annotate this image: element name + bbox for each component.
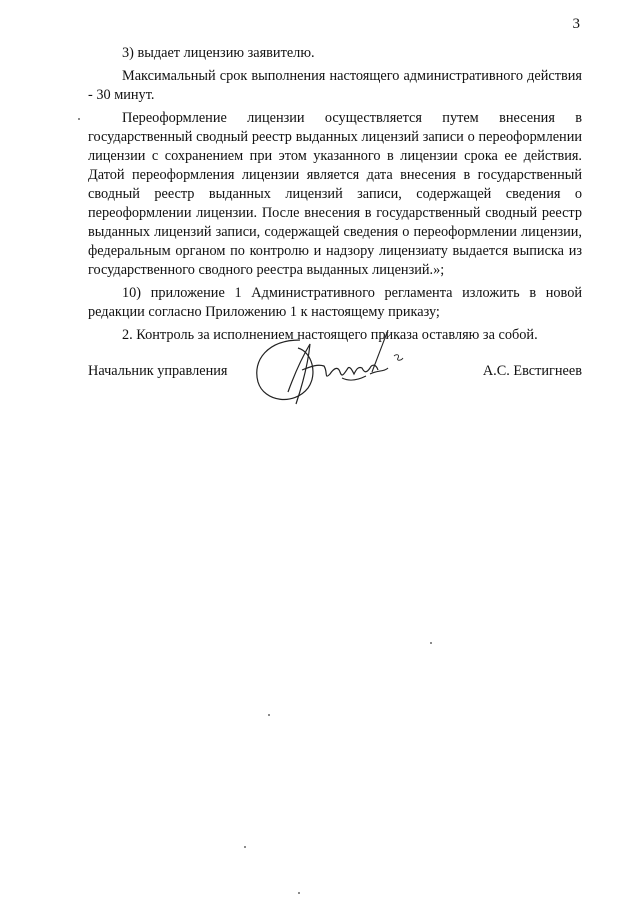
- document-body: [88, 44, 582, 349]
- scan-speck: [78, 118, 80, 120]
- scan-speck: [298, 892, 300, 894]
- page-number: 3: [572, 16, 580, 32]
- paragraph-reissue-procedure: Переоформление лицензии осуществляется путем внесения в государственный сводный реестр выданных лицензий записи о переоформлении лицензии с сохранением при этом указанного в лицензии срока ее действия. Датой переоформления лицензии является дата внесения в государственный сводный реестр выданных лицензий записи, содержащей сведения о переоформлении лицензии. После внесения в государственный сводный реестр выданных лицензий записи, содержащей сведения о переоформлении лицензии, федеральным органом по контролю и надзору лицензиату выдается выписка из государственного сводного реестра выданных лицензий.»;: [88, 110, 582, 278]
- paragraph-max-duration: Максимальный срок выполнения настоящего административного действия - 30 минут.: [88, 68, 582, 103]
- scan-speck: [430, 642, 432, 644]
- paragraph-appendix-amendment: 10) приложение 1 Административного регламента изложить в новой редакции согласно Приложению 1 к настоящему приказу;: [88, 285, 582, 320]
- handwritten-signature: [238, 330, 428, 410]
- paragraph-control-clause: 2. Контроль за исполнением настоящего приказа оставляю за собой.: [122, 327, 538, 343]
- signatory-title: Начальник управления: [88, 363, 228, 379]
- signatory-name: А.С. Евстигнеев: [482, 363, 582, 379]
- paragraph-issue-license: 3) выдает лицензию заявителю.: [122, 45, 315, 61]
- scan-speck: [244, 846, 246, 848]
- scan-speck: [268, 714, 270, 716]
